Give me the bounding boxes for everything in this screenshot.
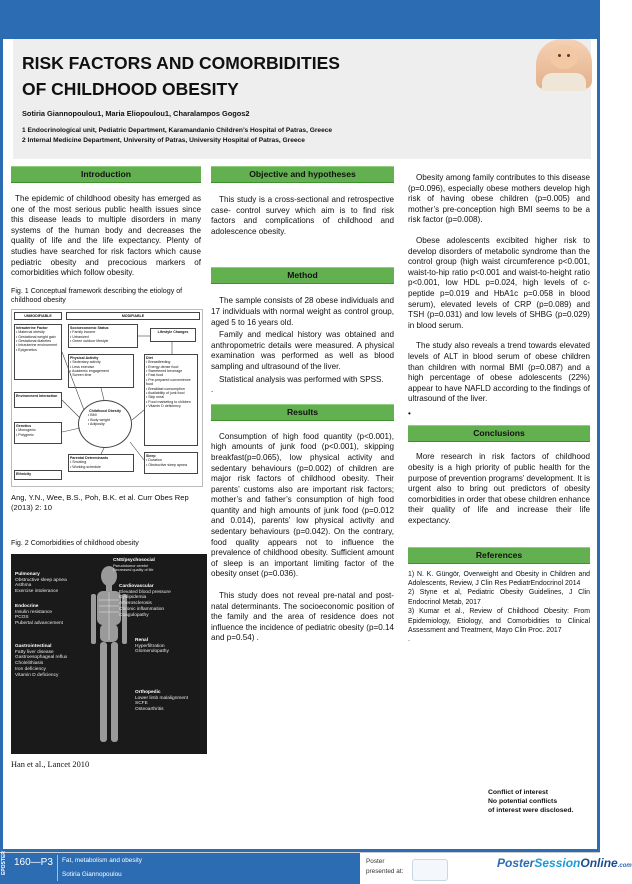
brand-part-2: Session — [534, 856, 581, 870]
fig2-caption: Fig. 2 Comorbidities of childhood obesity — [11, 538, 139, 547]
fig2-cardio-title: Cardiovascular — [119, 583, 154, 589]
fig2-pulmonary — [15, 572, 67, 595]
fig1-ethnicity-box: Ethnicity — [14, 470, 62, 480]
results-p1: Consumption of high food quantity (p<0.001), high amounts of junk food (p<0.001), skipping breakfast(p=0.065), low physical activity and sedentary behaviours (p=0.002) of children are major risk factors of childhood obesity. Their parents’ customs also are important risk factors; mother’s and father’s consumption of high food quantity and high amounts of junk food (p=0.012 and 0.014), parents’ low physical activity and sedentary behaviours (p=0.042). On the contrary, food quality appears not to influence the prevalence of childhood obesity. Sufficient amount of sleep is an important limiting factor of the obesity onset (p=0.036). — [211, 431, 394, 579]
fig1-diet-title: Diet — [146, 355, 153, 360]
fig1-physical-title: Physical Activity — [70, 355, 99, 360]
footer-bar — [0, 851, 632, 884]
fig1-modifiable: MODIFIABLE — [66, 312, 200, 320]
section-header-conclusions: Conclusions — [408, 425, 590, 442]
section-header-objective: Objective and hypotheses — [211, 166, 394, 183]
fig2-cns-title: CNS/psychosocial — [113, 557, 155, 563]
title-line-2: OF CHILDHOOD OBESITY — [22, 79, 239, 99]
fig1-intrauterine-title: Intrauterine Factor — [16, 325, 48, 330]
fig2-cns — [113, 558, 155, 573]
fig1-socio-title: Socioeconomic Status — [70, 325, 109, 330]
footer-session: Fat, metabolism and obesity — [62, 857, 142, 864]
section-header-results: Results — [211, 404, 394, 421]
method-p3: Statistical analysis was performed with SPSS. — [219, 374, 384, 384]
fig1-citation: Ang, Y.N., Wee, B.S., Poh, B.K. et al. Curr Obes Rep (2013) 2: 10 — [11, 492, 189, 512]
coi-title: Conflict of interest — [488, 789, 549, 796]
fig2-ortho-title: Orthopedic — [135, 689, 161, 695]
fig2-renal — [135, 638, 169, 655]
results-continued-p2: Obese adolescents excibited higher risk to develop disorders of metabolic syndrome than the control group (high waist circumference p<0.001, waist-to-hip ratio p<0.001 and waist-to-height ratio p<0.001, low HDL p=0.024, high levels of c-peptide p=0.019 and HbA1c p=0.058 in blood serum), elevated levels of CRP (p=0.089) and TSH (p=0.031) and low levels of SHBG (p=0.029) in blood serum. — [408, 235, 590, 330]
column-3 — [408, 173, 590, 645]
fig1-genetics-items: • Monogenic • Polygenic — [16, 428, 36, 437]
results-p2: This study does not reveal pre-natal and post-natal determinants. The socioeconomic position of the family and the area of residence does not influence the incidence of pediatric obesity (p=0.14 and p=0.54) . — [211, 591, 394, 643]
title-line-1: RISK FACTORS AND COMORBIDITIES — [22, 53, 340, 73]
fig1-sleep-title: Sleep — [146, 453, 156, 458]
section-header-method: Method — [211, 267, 394, 284]
objective-text: This study is a cross-sectional and retrospective case- control survey which aim is to find risk factors and complications of childhood and adolescence obesity. — [211, 195, 394, 236]
affiliation-2: 2 Internal Medicine Department, University of Patras, University Hospital of Patras, Greece — [22, 137, 305, 144]
fig1-physical-items: • Sedentary activity • Less exercise • Academic engagement • Screen time — [70, 360, 109, 378]
brand-part-1: Poster — [497, 856, 535, 870]
baby-eye-right — [567, 54, 570, 57]
fig2-ortho-items: Lower limb malalignment SCFE Osteoarthritis — [135, 695, 189, 713]
fig1-diet-items: • Breastfeeding • Energy dense food • Sweetened beverage • Fast food • Pre-prepared convenience food • Breakfast consumption • Availability of junk food • Skip meal • Food marketing to children • Vitamin D deficiency — [146, 360, 191, 409]
method-p1: The sample consists of 28 obese individuals and 17 individuals with normal weight as control group, aged 5 to 16 years old. — [211, 296, 394, 327]
fig2-pulm-items: Obstructive sleep apnea Asthma Exercise intolerance — [15, 577, 67, 595]
conclusions-text: More research in risk factors of childhood obesity is a high priority of public health for the purpose of prevention programs’ development. It is urgent also to bring out predictors of obesity comorbidities in order that obese children enhance their quality of life and increase their life expectancy. — [408, 452, 590, 526]
baby-eye-left — [558, 54, 561, 57]
fig1-environment-box: Environment Interaction — [14, 392, 62, 408]
footer-blue-panel — [0, 853, 360, 884]
fig1-lifestyle-box: Lifestyle Changes — [150, 328, 196, 342]
introduction-text: The epidemic of childhood obesity has emerged as one of the most serious public health issues since this disease leads to multiple disorders in many systems of the human body and decreases the quality of life and the life expectancy. Plenty of studies have searched for risk factors which cause pediatric obesity and precocious markers of comorbidities which follow obesity. — [11, 194, 201, 278]
conference-logo — [412, 859, 448, 881]
fig2-endo-title: Endocrine — [15, 603, 39, 609]
fig2-endocrine — [15, 604, 63, 627]
baby-clothing — [542, 73, 586, 91]
footer-presenter: Sotiria Giannopoulou — [62, 871, 122, 878]
fig2-orthopedic — [135, 690, 188, 713]
footer-divider — [57, 855, 58, 881]
authors: Sotiria Giannopoulou1, Maria Eliopoulou1, Charalampos Gogos2 — [22, 109, 250, 118]
fig2-gi-title: Gastrointestinal — [15, 643, 52, 649]
fig2-comorbidities-xray — [11, 554, 207, 754]
poster-top-bar — [3, 3, 597, 39]
fig2-citation: Han et al., Lancet 2010 — [11, 759, 90, 769]
results-continued-bullet: • — [408, 408, 411, 418]
results-continued-p3: The study also reveals a trend towards elevated levels of ALT in blood serum of obese children than children with normal BMI (p=0.087) and a high percentage of obese adolescents (22%) appear to have NAFLD according to the findings of ultrasound of the liver. — [408, 341, 590, 404]
fig1-socio-items: • Family income • Urbanized • Green outdoor lifestyle — [70, 330, 109, 343]
column-1 — [11, 166, 201, 769]
fig2-endo-items: Insulin resistance PCOS Pubertal advancement — [15, 609, 63, 627]
footer-side-label: EPOSTER — [1, 851, 7, 875]
fig1-sleep-items: • Duration • Obstructive sleep apnea — [146, 458, 188, 467]
fig2-gastrointestinal — [15, 644, 67, 679]
section-header-introduction: Introduction — [11, 166, 201, 183]
footer-poster-code: 160—P3 — [14, 857, 53, 868]
references-list — [408, 570, 590, 645]
poster-title — [22, 50, 340, 102]
method-p2: Family and medical history was obtained and anthropometric details were measured. A physical examination was performed as well as blood sampling and ultrasound of the liver. — [211, 330, 394, 371]
results-continued-p1: Obesity among family contributes to this disease (p=0.096), especially obese mothers develop high risk of having obese children (p=0.005) and mother’s pre-conception high BMI seems to be a risk factor (p=0.008). — [408, 173, 590, 225]
fig2-cardiovascular — [119, 584, 171, 619]
conflict-of-interest — [488, 788, 573, 815]
fig1-parental-items: • Smoking • Working schedule — [70, 460, 101, 469]
fig2-gi-items: Fatty liver disease Gastroesophageal reflux Cholelithiasis Iron deficiency Vitamin D deficiency — [15, 649, 68, 678]
fig1-parental-title: Parental Determinants — [70, 455, 109, 460]
fig1-child-title: Childhood Obesity — [89, 408, 121, 413]
postersessiononline-logo[interactable] — [497, 857, 632, 872]
fig2-cardio-items: Elevated blood pressure Dyslipidemia Atherosclerosis Chronic inflammation Coagulopathy — [119, 589, 171, 618]
fig2-pulm-title: Pulmonary — [15, 571, 40, 577]
fig2-renal-items: Hyperfiltration Glomerulopathy — [135, 643, 169, 655]
fig2-renal-title: Renal — [135, 637, 149, 643]
fig1-genetics-title: Genetics — [16, 423, 32, 428]
reference-item: 1) N. K. Güngör, Overweight and Obesity in Children and Adolescents, Review, J Clin Res PediatrEndocrinol 2014 — [408, 570, 590, 588]
baby-photo — [536, 39, 592, 89]
method-p4: . — [211, 385, 214, 395]
section-header-references: References — [408, 547, 590, 564]
footer-poster-label: Poster — [366, 858, 385, 865]
references-dot: . — [408, 636, 410, 644]
fig1-intrauterine-items: • Maternal obesity • Gestational weight gain • Gestational diabetes • Intrauterine environment • Epigenetics — [16, 330, 58, 352]
brand-part-3: Online — [580, 856, 618, 870]
fig1-conceptual-framework — [11, 309, 203, 487]
coi-line-2: of interest were disclosed. — [488, 807, 574, 814]
reference-item: 3) Kumar et al., Review of Childhood Obesity: From Epidemiology, Etiology, and Comorbidities to Clinical Assessment and Treatment, Mayo Clin Proc. 2017 — [408, 608, 590, 635]
fig1-unmodifiable: UNMODIFIABLE — [14, 312, 62, 320]
fig1-child-items: • BMI • Body weight • Adiposity — [88, 413, 110, 426]
affiliation-1: 1 Endocrinological unit, Pediatric Department, Karamandanio Children’s Hospital of Patras, Greece — [22, 127, 333, 134]
footer-presented-at: presented at: — [366, 868, 404, 875]
reference-item: 2) Styne et al, Pediatric Obesity Guidelines, J Clin Endocrinol Metab, 2017 — [408, 589, 590, 606]
fig2-cns-items: Pseudotumor cerebri Decreased quality of life — [113, 563, 154, 573]
baby-face — [550, 45, 578, 69]
brand-suffix: .com — [617, 863, 632, 869]
fig1-caption: Fig. 1 Conceptual framework describing the etiology of childhood obesity — [11, 286, 183, 304]
fig1-arrows — [12, 310, 202, 486]
coi-line-1: No potential conflicts — [488, 798, 558, 805]
column-2 — [211, 166, 394, 644]
